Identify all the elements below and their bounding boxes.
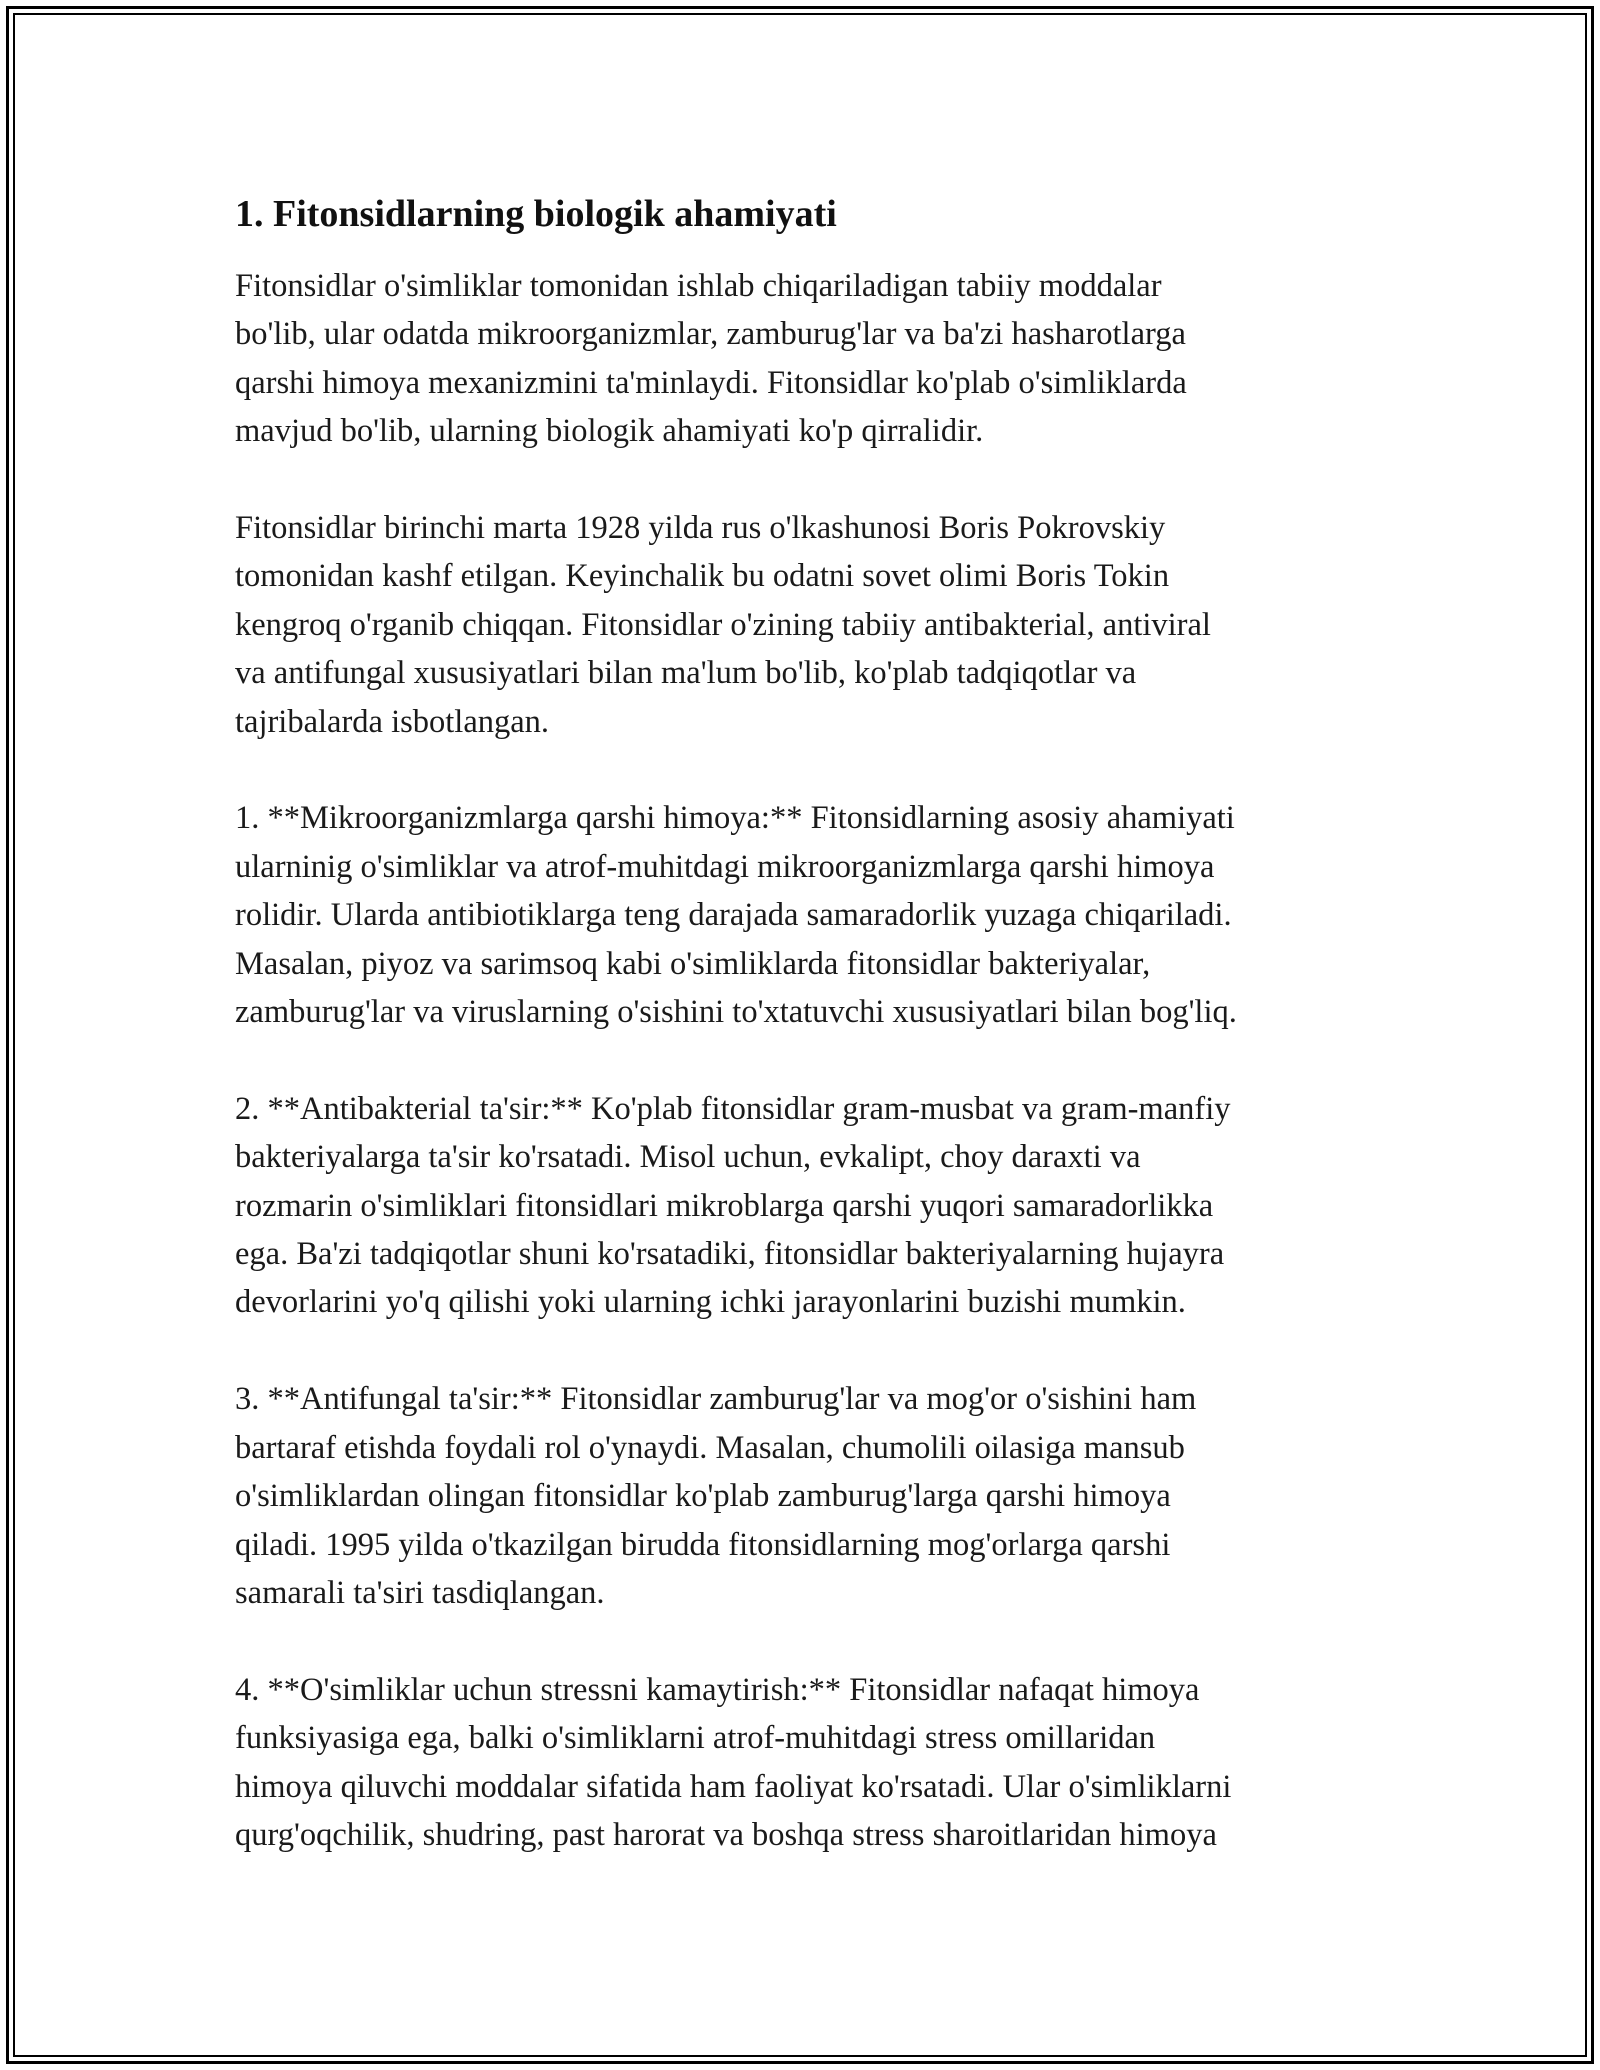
paragraph-history: Fitonsidlar birinchi marta 1928 yilda rus o'lkashunosi Boris Pokrovskiy tomonidan kashf etilgan. Keyinchalik bu odatni sovet olimi Boris Tokin kengroq o'rganib chiqqan. Fitonsidlar o'zining tabiiy antibakterial, antiviral va antifungal xususiyatlari bilan ma'lum bo'lib, ko'plab tadqiqotlar va tajribalarda isbotlangan.	[235, 510, 1211, 740]
section-heading: 1. Fitonsidlarning biologik ahamiyati	[235, 193, 837, 235]
list-item-antimicrobial: 1. **Mikroorganizmlarga qarshi himoya:** Fitonsidlarning asosiy ahamiyati ularninig o'simliklar va atrof-muhitdagi mikroorganizmlarga qarshi himoya rolidir. Ularda antibiotiklarga teng darajada samaradorlik yuzaga chiqariladi. Masalan, piyoz va sarimsoq kabi o'simliklarda fitonsidlar bakteriyalar, zamburug'lar va viruslarning o'sishini to'xtatuvchi xususiyatlari bilan bog'liq.	[235, 800, 1237, 1031]
list-item-antibacterial: 2. **Antibakterial ta'sir:** Ko'plab fitonsidlar gram-musbat va gram-manfiy bakteriyalarga ta'sir ko'rsatadi. Misol uchun, evkalipt, choy daraxti va rozmarin o'simliklari fitonsidlari mikroblarga qarshi yuqori samaradorlikka ega. Ba'zi tadqiqotlar shuni ko'rsatadiki, fitonsidlar bakteriyalarning hujayra devorlarini yo'q qilishi yoki ularning ichki jarayonlarini buzishi mumkin.	[235, 1090, 1231, 1321]
document-body	[235, 186, 1395, 1908]
list-item-antifungal: 3. **Antifungal ta'sir:** Fitonsidlar zamburug'lar va mog'or o'sishini ham bartaraf etishda foydali rol o'ynaydi. Masalan, chumolili oilasiga mansub o'simliklardan olingan fitonsidlar ko'plab zamburug'larga qarshi himoya qiladi. 1995 yilda o'tkazilgan birudda fitonsidlarning mog'orlarga qarshi samarali ta'siri tasdiqlangan.	[235, 1381, 1197, 1611]
paragraph-intro: Fitonsidlar o'simliklar tomonidan ishlab chiqariladigan tabiiy moddalar bo'lib, ular odatda mikroorganizmlar, zamburug'lar va ba'zi hasharotlarga qarshi himoya mexanizmini ta'minlaydi. Fitonsidlar ko'plab o'simliklarda mavjud bo'lib, ularning biologik ahamiyati ko'p qirralidir.	[235, 268, 1187, 450]
list-item-stress: 4. **O'simliklar uchun stressni kamaytirish:** Fitonsidlar nafaqat himoya funksiyasiga ega, balki o'simliklarni atrof-muhitdagi stress omillaridan himoya qiluvchi moddalar sifatida ham faoliyat ko'rsatadi. Ular o'simliklarni qurg'oqchilik, shudring, past harorat va boshqa stress sharoitlaridan himoya	[235, 1671, 1232, 1853]
